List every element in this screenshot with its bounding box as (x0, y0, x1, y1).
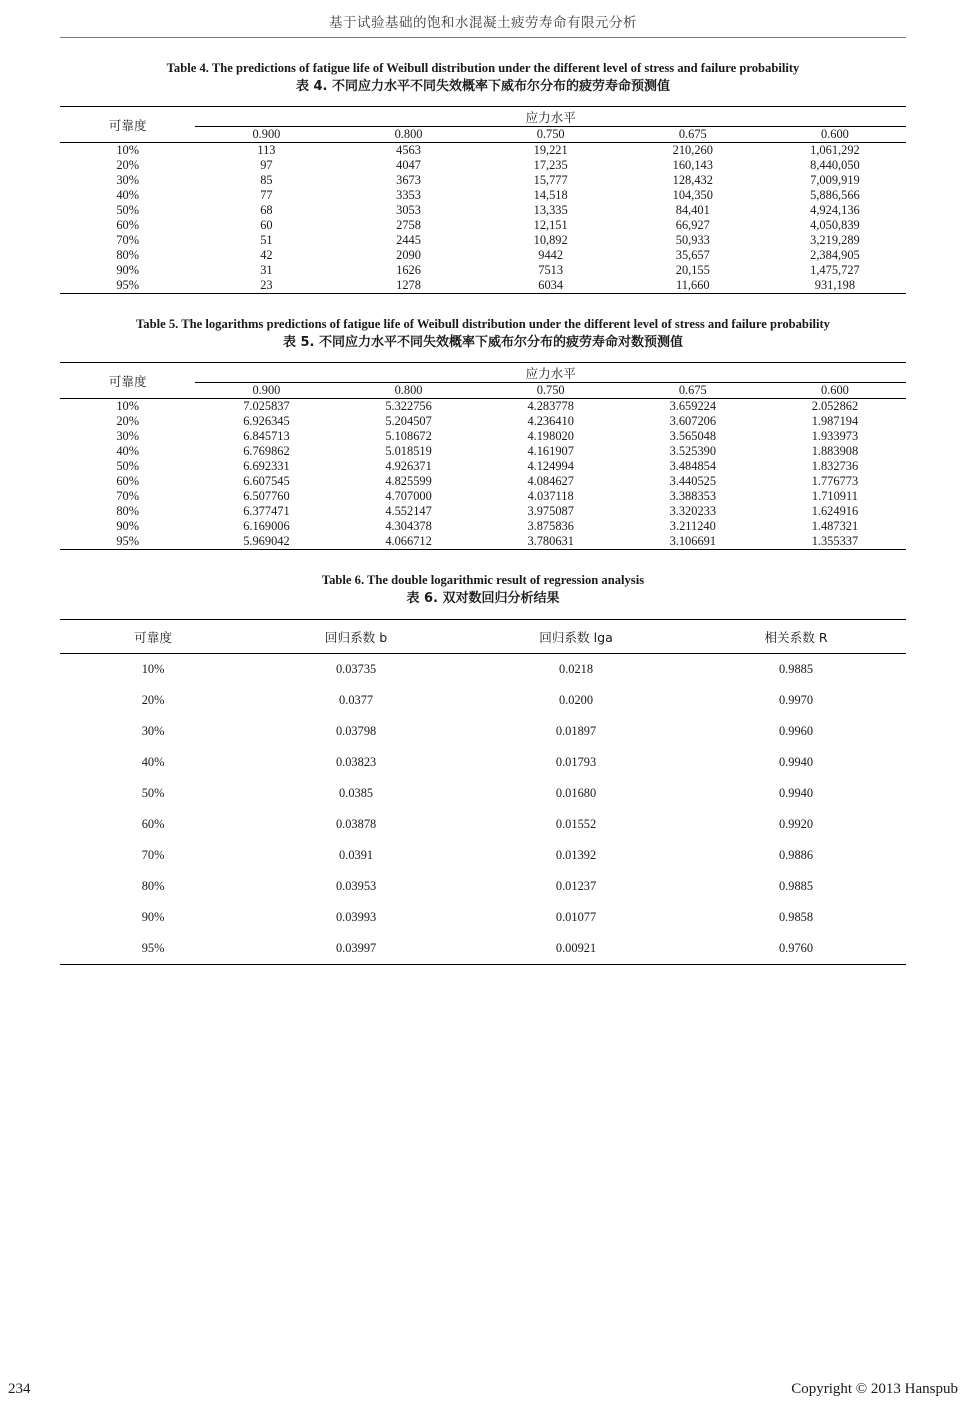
table-6-cell-1-0: 0.0377 (339, 692, 374, 707)
table-5-cell-8-0: 6.169006 (243, 519, 290, 534)
table-5-cell-8-1: 4.304378 (385, 519, 432, 534)
table-4-cell-7-3: 35,657 (675, 248, 710, 263)
table-6-cell-9-0: 0.03997 (246, 933, 466, 965)
page-number: 234 (8, 1381, 31, 1397)
table-6-cell-3-0: 0.03823 (335, 754, 377, 769)
table-4-cell-6-3: 50,933 (675, 233, 710, 248)
table-4-col-1: 0.800 (394, 127, 423, 142)
table-row (60, 158, 906, 173)
table-4-cell-7-4: 2,384,905 (810, 248, 860, 263)
table-6-cell-4-1: 0.01680 (555, 785, 597, 800)
table-5-col-3: 0.675 (678, 383, 707, 398)
table-4-cell-2-1: 3673 (396, 173, 421, 188)
table-4-cell-0-4: 1,061,292 (764, 143, 906, 159)
table-5-cell-1-2: 4.236410 (527, 414, 574, 429)
table-row (60, 233, 906, 248)
table-4-cell-8-3: 20,155 (675, 263, 710, 278)
table-row (60, 399, 906, 415)
table-row (60, 143, 906, 159)
table-row (60, 778, 906, 809)
table-4-cell-2-2: 15,777 (533, 173, 568, 188)
table-5-cell-6-0: 6.507760 (243, 489, 290, 504)
table-6-cell-2-1: 0.01897 (555, 723, 597, 738)
table-5-cell-6-4: 1.710911 (811, 489, 858, 504)
table-4-row-0-label: 10% (60, 143, 195, 159)
table-row (60, 459, 906, 474)
table-5-row-5-label: 60% (116, 474, 140, 489)
table-6-cell-9-1: 0.00921 (466, 933, 686, 965)
table-6 (60, 619, 906, 965)
table-4-cell-5-1: 2758 (396, 218, 421, 233)
table-4-cell-3-0: 77 (260, 188, 273, 203)
table-row (60, 188, 906, 203)
table-row (60, 278, 906, 294)
table-6-header-row (60, 619, 906, 653)
table-5-cell-5-2: 4.084627 (527, 474, 574, 489)
table-block-6 (60, 572, 906, 964)
table-6-row-7-label: 80% (141, 878, 165, 893)
table-row (60, 747, 906, 778)
table-row (60, 685, 906, 716)
table-5-col-0: 0.900 (252, 383, 281, 398)
table-5-cell-1-1: 5.204507 (385, 414, 432, 429)
table-6-row-1-label: 20% (141, 692, 165, 707)
table-5-caption-zh: 表 5. 不同应力水平不同失效概率下威布尔分布的疲劳寿命对数预测值 (282, 335, 684, 351)
table-row (60, 203, 906, 218)
table-5-cell-9-0: 5.969042 (195, 534, 337, 550)
table-4-col-4: 0.600 (820, 127, 849, 142)
table-4-cell-9-0: 23 (195, 278, 337, 294)
table-6-cell-5-1: 0.01552 (555, 816, 597, 831)
table-row (60, 474, 906, 489)
table-row (60, 871, 906, 902)
table-4-cell-6-2: 10,892 (533, 233, 568, 248)
table-6-caption-zh: 表 6. 双对数回归分析结果 (406, 591, 560, 607)
table-5-row-7-label: 80% (116, 504, 140, 519)
table-6-cell-8-2: 0.9858 (778, 909, 814, 924)
table-4-cell-9-2: 6034 (480, 278, 622, 294)
table-5-cell-6-1: 4.707000 (385, 489, 432, 504)
table-4-cell-3-4: 5,886,566 (810, 188, 860, 203)
table-5-row-3-label: 40% (116, 444, 140, 459)
table-5-cell-0-1: 5.322756 (337, 399, 479, 415)
table-5-cell-4-4: 1.832736 (811, 459, 859, 474)
table-5-cell-2-1: 5.108672 (385, 429, 432, 444)
table-5-cell-0-3: 3.659224 (622, 399, 764, 415)
table-5-cell-7-2: 3.975087 (527, 504, 574, 519)
table-4-cell-9-3: 11,660 (622, 278, 764, 294)
table-6-cell-3-2: 0.9940 (778, 754, 814, 769)
table-block-4 (60, 60, 906, 294)
table-4-cell-8-0: 31 (260, 263, 273, 278)
table-4-cell-5-3: 66,927 (675, 218, 710, 233)
table-5-cell-4-2: 4.124994 (527, 459, 574, 474)
table-4-col-0: 0.900 (252, 127, 281, 142)
table-6-cell-5-0: 0.03878 (335, 816, 377, 831)
table-5 (60, 362, 906, 550)
table-4-row-header-label: 可靠度 (60, 107, 195, 143)
table-4-cell-4-3: 84,401 (675, 203, 710, 218)
table-5-row-6-label: 70% (116, 489, 140, 504)
table-4-row-5-label: 60% (116, 218, 140, 233)
table-4-cell-4-1: 3053 (396, 203, 421, 218)
table-5-row-1-label: 20% (116, 414, 140, 429)
table-row (60, 444, 906, 459)
table-4-cell-9-4: 931,198 (764, 278, 906, 294)
table-5-row-9-label: 95% (60, 534, 195, 550)
table-4-cell-2-4: 7,009,919 (810, 173, 860, 188)
table-5-cell-1-3: 3.607206 (669, 414, 717, 429)
table-5-cell-9-2: 3.780631 (480, 534, 622, 550)
table-5-cell-8-2: 3.875836 (527, 519, 574, 534)
table-5-cell-7-3: 3.320233 (669, 504, 717, 519)
table-5-cell-9-1: 4.066712 (337, 534, 479, 550)
table-6-cell-8-1: 0.01077 (555, 909, 597, 924)
table-row (60, 902, 906, 933)
table-6-cell-0-1: 0.0218 (559, 661, 594, 676)
table-4-cell-2-0: 85 (260, 173, 273, 188)
table-5-col-2: 0.750 (536, 383, 565, 398)
table-4-cell-8-2: 7513 (538, 263, 564, 278)
table-6-col-3: 相关系数 R (686, 619, 906, 653)
table-4-cell-0-1: 4563 (337, 143, 479, 159)
table-row (60, 414, 906, 429)
table-6-row-3-label: 40% (141, 754, 165, 769)
table-6-cell-0-2: 0.9885 (778, 661, 814, 676)
table-5-cell-0-4: 2.052862 (764, 399, 906, 415)
table-6-row-2-label: 30% (141, 723, 165, 738)
table-6-row-4-label: 50% (141, 785, 165, 800)
table-4-row-2-label: 30% (116, 173, 140, 188)
table-5-cell-2-0: 6.845713 (243, 429, 290, 444)
table-5-row-8-label: 90% (116, 519, 140, 534)
table-4-cell-3-3: 104,350 (672, 188, 713, 203)
table-5-cell-0-2: 4.283778 (480, 399, 622, 415)
table-4-cell-7-2: 9442 (538, 248, 564, 263)
table-5-cell-1-4: 1.987194 (811, 414, 859, 429)
table-5-cell-2-4: 1.933973 (811, 429, 859, 444)
table-5-cell-2-2: 4.198020 (527, 429, 574, 444)
table-4-cell-1-3: 160,143 (672, 158, 713, 173)
table-6-cell-1-1: 0.0200 (559, 692, 594, 707)
page-footer (0, 1381, 966, 1398)
table-6-cell-4-2: 0.9940 (778, 785, 814, 800)
table-5-cell-8-3: 3.211240 (669, 519, 716, 534)
table-4-cell-8-1: 1626 (396, 263, 421, 278)
table-5-row-0-label: 10% (60, 399, 195, 415)
table-6-cell-1-2: 0.9970 (778, 692, 814, 707)
table-6-col-1: 回归系数 b (246, 619, 466, 653)
table-4-cell-0-3: 210,260 (622, 143, 764, 159)
table-6-cell-6-2: 0.9886 (778, 847, 814, 862)
table-6-cell-3-1: 0.01793 (555, 754, 597, 769)
table-4-row-4-label: 50% (116, 203, 140, 218)
table-4-caption-zh: 表 4. 不同应力水平不同失效概率下威布尔分布的疲劳寿命预测值 (295, 79, 671, 94)
table-4-cell-1-2: 17,235 (533, 158, 568, 173)
table-4-row-9-label: 95% (60, 278, 195, 294)
table-6-col-2: 回归系数 lga (466, 619, 686, 653)
table-5-cell-2-3: 3.565048 (669, 429, 717, 444)
table-5-row-2-label: 30% (116, 429, 140, 444)
table-4-cell-6-0: 51 (260, 233, 273, 248)
table-4-row-7-label: 80% (116, 248, 140, 263)
copyright-notice: Copyright © 2013 Hanspub (791, 1381, 958, 1397)
table-4-row-6-label: 70% (116, 233, 140, 248)
table-4-col-3: 0.675 (678, 127, 707, 142)
table-row (60, 933, 906, 965)
table-4-cell-6-1: 2445 (396, 233, 421, 248)
table-4-cell-1-1: 4047 (396, 158, 421, 173)
table-5-caption-en: Table 5. The logarithms predictions of fatigue life of Weibull distribution under the different level of stress and failure probability (136, 317, 830, 332)
table-4 (60, 106, 906, 294)
table-4-cell-8-4: 1,475,727 (810, 263, 860, 278)
table-5-cell-6-3: 3.388353 (669, 489, 717, 504)
table-4-cell-1-0: 97 (260, 158, 273, 173)
table-6-cell-4-0: 0.0385 (339, 785, 374, 800)
table-4-cell-1-4: 8,440,050 (810, 158, 860, 173)
table-row (60, 489, 906, 504)
table-5-col-1: 0.800 (394, 383, 423, 398)
table-5-cell-4-1: 4.926371 (385, 459, 432, 474)
table-5-cell-8-4: 1.487321 (811, 519, 859, 534)
table-4-row-3-label: 40% (116, 188, 140, 203)
table-5-cell-5-1: 4.825599 (385, 474, 432, 489)
table-4-row-1-label: 20% (116, 158, 140, 173)
table-5-cell-5-0: 6.607545 (243, 474, 290, 489)
table-5-cell-9-4: 1.355337 (764, 534, 906, 550)
table-row (60, 429, 906, 444)
table-6-cell-7-1: 0.01237 (555, 878, 597, 893)
header-divider (60, 37, 906, 38)
table-4-row-8-label: 90% (116, 263, 140, 278)
table-5-cell-0-0: 7.025837 (195, 399, 337, 415)
table-4-cell-9-1: 1278 (337, 278, 479, 294)
table-row (60, 809, 906, 840)
table-4-col-2: 0.750 (536, 127, 565, 142)
table-6-cell-6-1: 0.01392 (555, 847, 597, 862)
table-5-header-group (60, 363, 906, 383)
table-5-cell-3-0: 6.769862 (243, 444, 290, 459)
table-row (60, 248, 906, 263)
table-6-cell-6-0: 0.0391 (339, 847, 374, 862)
table-5-group-header: 应力水平 (195, 363, 906, 383)
table-5-cell-7-1: 4.552147 (385, 504, 432, 519)
table-6-row-5-label: 60% (141, 816, 165, 831)
table-5-cell-1-0: 6.926345 (243, 414, 290, 429)
table-5-cell-7-4: 1.624916 (811, 504, 859, 519)
table-6-cell-0-0: 0.03735 (335, 661, 377, 676)
table-4-cell-2-3: 128,432 (672, 173, 713, 188)
table-6-cell-7-0: 0.03953 (335, 878, 377, 893)
table-5-cell-3-4: 1.883908 (811, 444, 859, 459)
table-4-cell-3-2: 14,518 (533, 188, 568, 203)
table-5-cell-3-1: 5.018519 (385, 444, 432, 459)
table-4-caption-en: Table 4. The predictions of fatigue life of Weibull distribution under the different level of stress and failure probability (166, 61, 800, 75)
table-6-cell-7-2: 0.9885 (778, 878, 814, 893)
table-5-cell-3-3: 3.525390 (669, 444, 717, 459)
table-row (60, 173, 906, 188)
table-row (60, 218, 906, 233)
table-5-cell-5-4: 1.776773 (811, 474, 859, 489)
table-row (60, 504, 906, 519)
table-6-cell-5-2: 0.9920 (778, 816, 814, 831)
table-6-cell-2-0: 0.03798 (335, 723, 377, 738)
table-6-row-9-label: 95% (60, 933, 246, 965)
table-4-cell-5-0: 60 (260, 218, 273, 233)
table-row (60, 534, 906, 550)
table-6-caption-en: Table 6. The double logarithmic result of regression analysis (321, 573, 645, 588)
table-4-cell-5-4: 4,050,839 (810, 218, 860, 233)
table-4-cell-0-2: 19,221 (480, 143, 622, 159)
table-row (60, 263, 906, 278)
table-6-cell-2-2: 0.9960 (778, 723, 814, 738)
table-4-cell-6-4: 3,219,289 (810, 233, 860, 248)
table-4-header-group (60, 107, 906, 127)
table-6-cell-9-2: 0.9760 (686, 933, 906, 965)
table-6-cell-8-0: 0.03993 (335, 909, 377, 924)
table-6-row-8-label: 90% (141, 909, 165, 924)
table-5-cell-6-2: 4.037118 (527, 489, 574, 504)
table-row (60, 519, 906, 534)
table-row (60, 716, 906, 747)
table-4-cell-4-0: 68 (260, 203, 273, 218)
table-4-group-header: 应力水平 (195, 107, 906, 127)
table-4-cell-0-0: 113 (195, 143, 337, 159)
table-4-cell-4-4: 4,924,136 (810, 203, 860, 218)
running-head: 基于试验基础的饱和水混凝土疲劳寿命有限元分析 (329, 15, 637, 31)
table-6-row-0-label: 10% (141, 661, 165, 676)
table-5-row-4-label: 50% (116, 459, 140, 474)
table-row (60, 653, 906, 685)
table-5-col-4: 0.600 (820, 383, 849, 398)
table-5-cell-4-0: 6.692331 (243, 459, 290, 474)
table-4-cell-5-2: 12,151 (533, 218, 568, 233)
table-row (60, 840, 906, 871)
table-5-row-header-label: 可靠度 (60, 363, 195, 399)
table-5-cell-3-2: 4.161907 (527, 444, 574, 459)
table-4-cell-4-2: 13,335 (533, 203, 568, 218)
table-block-5 (60, 316, 906, 550)
table-5-cell-9-3: 3.106691 (622, 534, 764, 550)
table-6-row-6-label: 70% (141, 847, 165, 862)
table-5-cell-5-3: 3.440525 (669, 474, 717, 489)
table-4-cell-7-0: 42 (260, 248, 273, 263)
table-4-cell-3-1: 3353 (396, 188, 421, 203)
table-5-cell-7-0: 6.377471 (243, 504, 290, 519)
table-6-col-0: 可靠度 (60, 619, 246, 653)
table-4-cell-7-1: 2090 (396, 248, 421, 263)
table-5-cell-4-3: 3.484854 (669, 459, 717, 474)
